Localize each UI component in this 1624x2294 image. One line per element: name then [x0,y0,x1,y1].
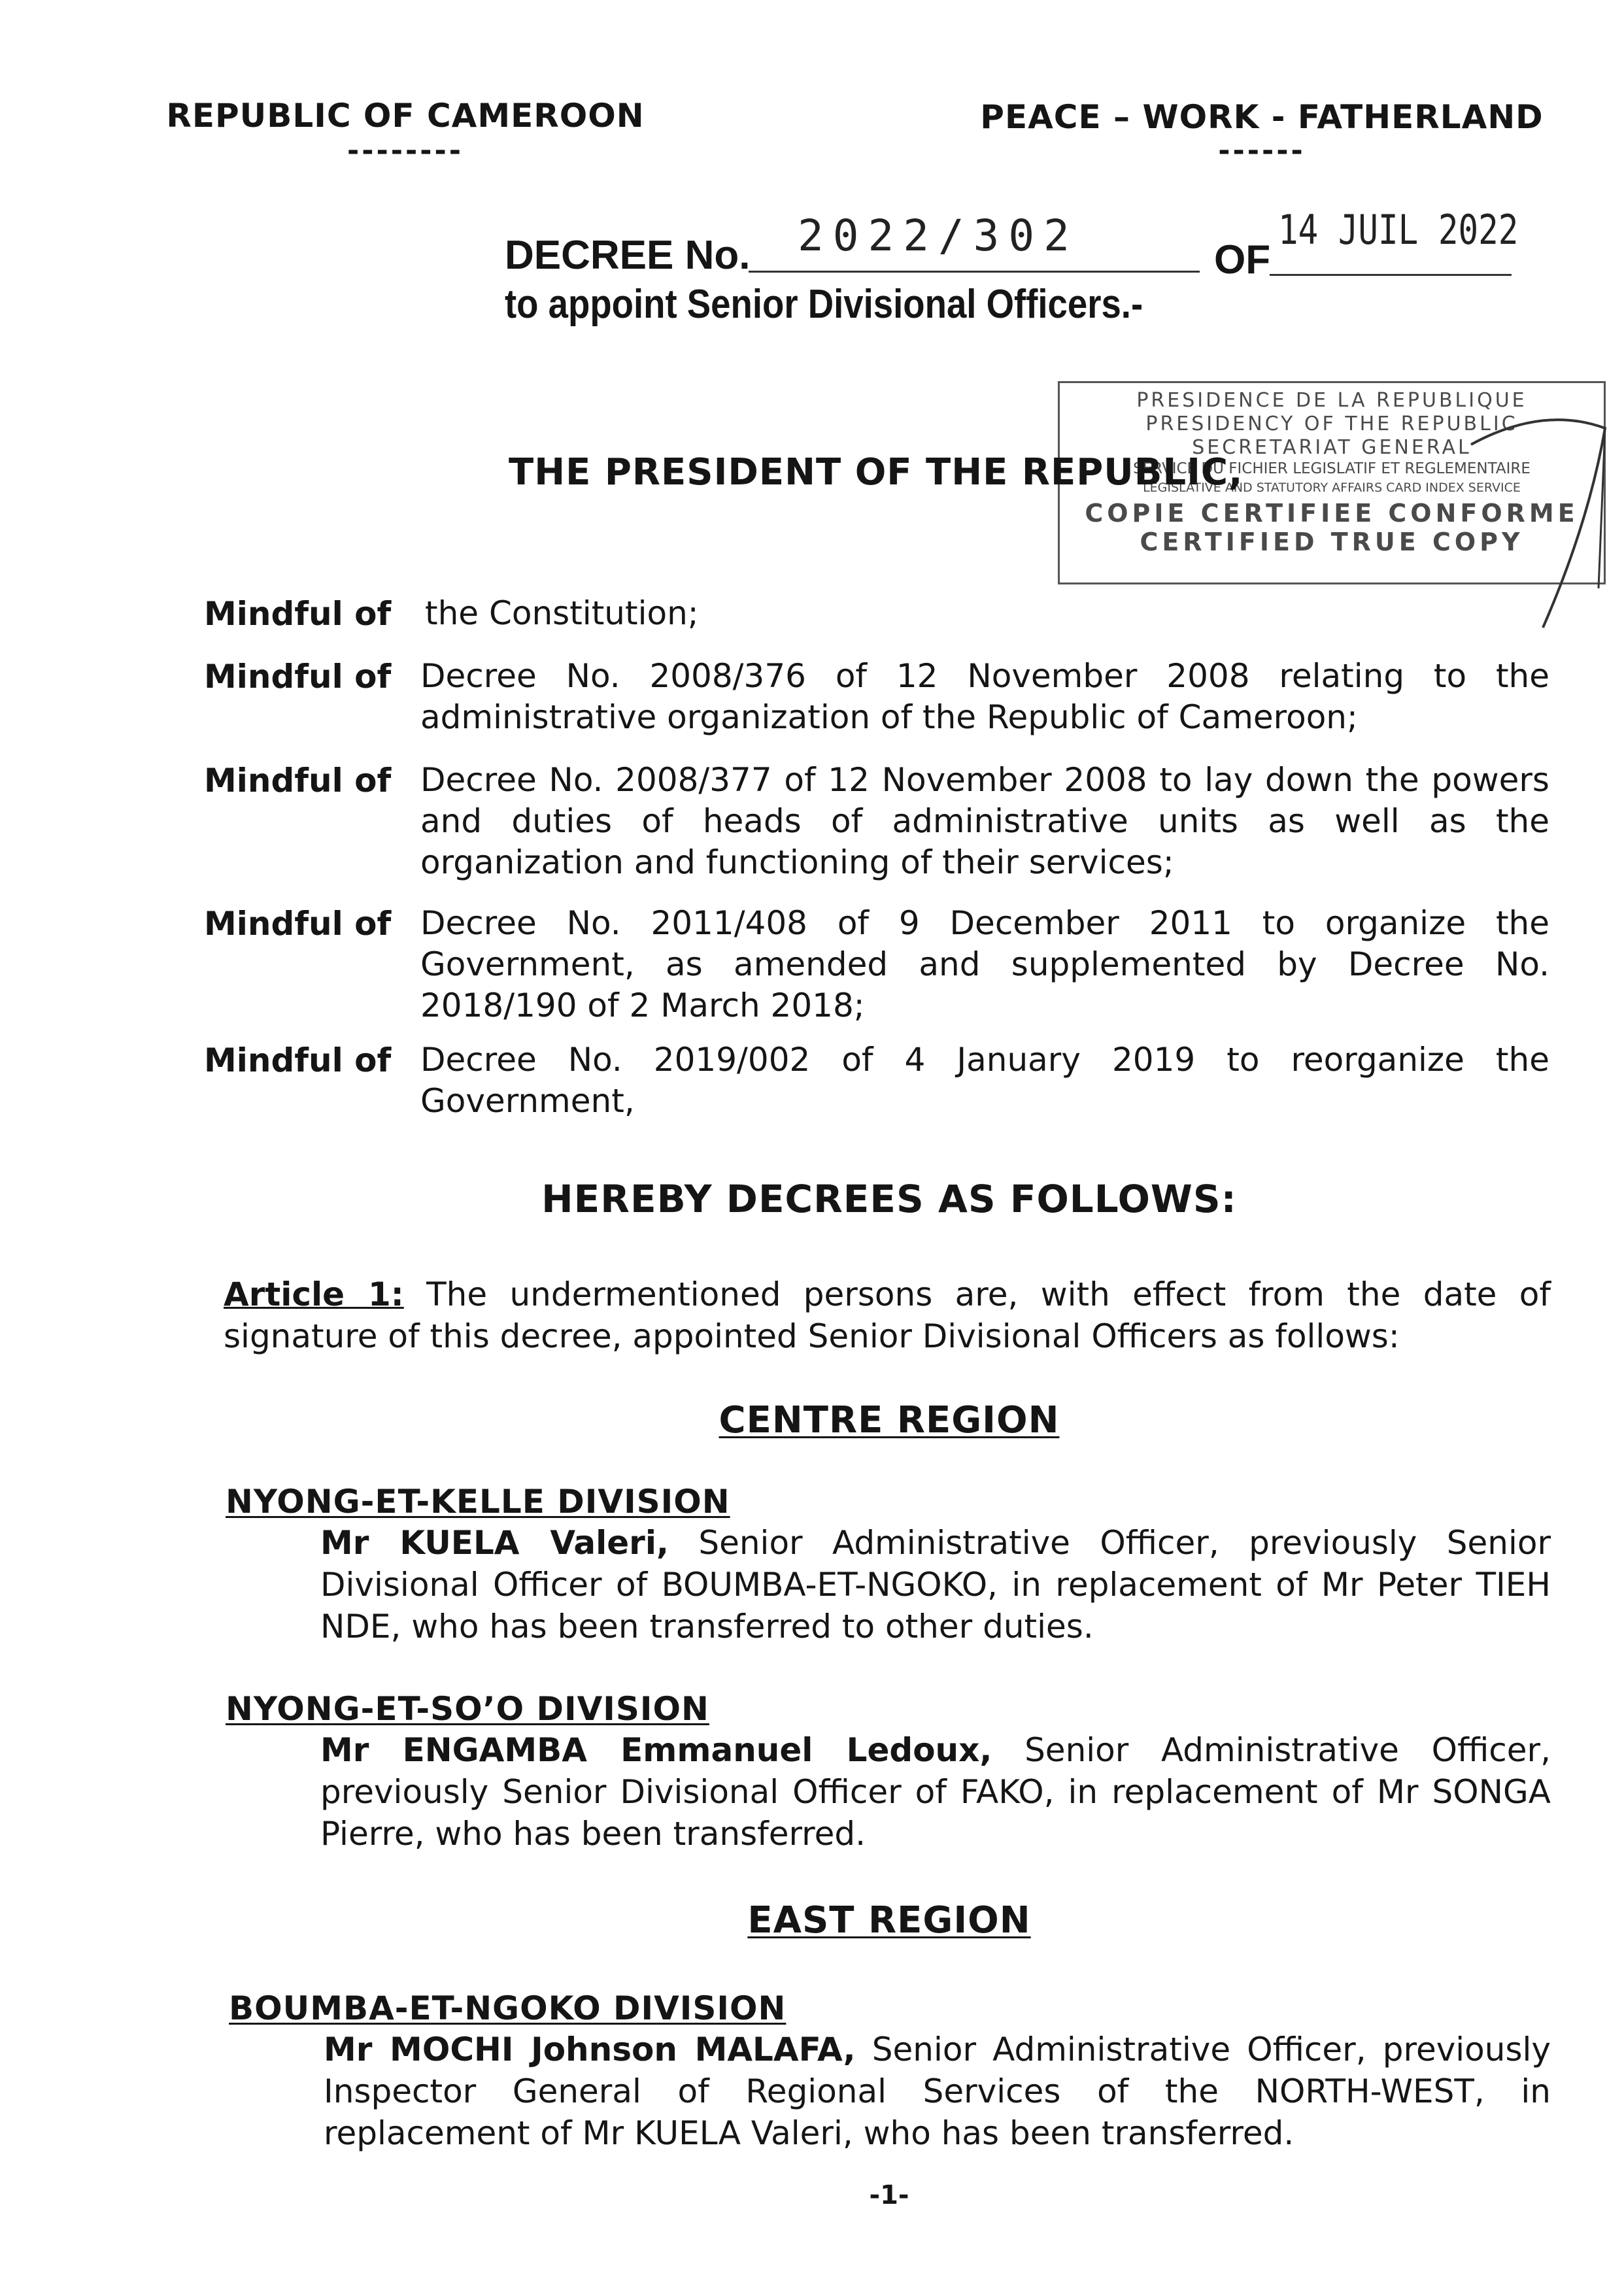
decree-of-label: OF [1214,237,1271,282]
division-heading: BOUMBA-ET-NGOKO DIVISION [229,1989,787,2027]
appointment-entry [320,1729,1551,1855]
decree-date: 14 JUIL 2022 [1278,206,1519,254]
decree-subtitle: to appoint Senior Divisional Officers.- [505,282,1143,327]
stamp-line: LEGISLATIVE AND STATUTORY AFFAIRS CARD INDEX SERVICE [1143,481,1521,495]
mindful-label: Mindful of [204,905,392,943]
article-1-label: Article 1: [224,1275,404,1313]
country-title-rule: -------- [347,134,464,167]
motto: PEACE – WORK - FATHERLAND [980,98,1544,136]
appointee-name: Mr MOCHI Johnson MALAFA, [324,2031,856,2068]
appointment-details: Senior Administrative Officer, previously Inspector General of Regional Services of the NORTH-WEST, in replacement of Mr KUELA Valeri, who has been transferred. [324,2031,1551,2152]
region-heading: CENTRE REGION [719,1399,1060,1442]
mindful-text: Decree No. 2011/408 of 9 December 2011 to organize the Government, as amended and supplemented by Decree No. 2018/190 of 2 March 2018; [420,904,1549,1024]
mindful-label: Mindful of [204,595,392,633]
stamp-line: PRESIDENCE DE LA REPUBLIQUE [1136,389,1527,412]
appointment-entry [320,1522,1551,1647]
appointment-entry [324,2029,1551,2154]
mindful-label: Mindful of [204,658,392,696]
president-heading: THE PRESIDENT OF THE REPUBLIC, [509,451,1243,494]
appointment-details: Senior Administrative Officer, previously Senior Divisional Officer of BOUMBA-ET-NGOKO, in replacement of Mr Peter TIEH NDE, who has been transferred to other duties. [320,1524,1551,1645]
stamp-line: CERTIFIED TRUE COPY [1140,528,1524,556]
mindful-label: Mindful of [204,762,392,800]
motto-rule: ------ [1218,134,1306,167]
decree-number: 2022/302 [798,211,1079,261]
mindful-text: Decree No. 2008/377 of 12 November 2008 to lay down the powers and duties of heads of administrative units as well as the organization and functioning of their services; [420,761,1549,881]
appointment-details: Senior Administrative Officer, previously Senior Divisional Officer of FAKO, in replacement of Mr SONGA Pierre, who has been transferred. [320,1731,1551,1853]
article-1-text: The undermentioned persons are, with effect from the date of signature of this decree, appointed Senior Divisional Officers as follows: [224,1275,1551,1355]
article-1 [224,1274,1551,1357]
division-heading: NYONG-ET-KELLE DIVISION [226,1483,730,1521]
appointee-name: Mr ENGAMBA Emmanuel Ledoux, [320,1731,992,1769]
stamp-line: PRESIDENCY OF THE REPUBLIC [1145,413,1518,435]
region-heading: EAST REGION [747,1899,1031,1942]
mindful-label: Mindful of [204,1041,392,1079]
mindful-text: the Constitution; [425,594,699,632]
decree-label: DECREE No. [505,233,751,278]
stamp-line: COPIE CERTIFIEE CONFORME [1085,499,1579,528]
page-number: -1- [869,2180,909,2210]
mindful-text: Decree No. 2008/376 of 12 November 2008 relating to the administrative organization of the Republic of Cameroon; [420,657,1549,736]
mindful-text: Decree No. 2019/002 of 4 January 2019 to reorganize the Government, [420,1041,1549,1120]
decree-number-line [749,271,1200,273]
appointee-name: Mr KUELA Valeri, [320,1524,669,1562]
stamp-line: SECRETARIAT GENERAL [1192,436,1472,459]
decree-date-line [1270,274,1512,276]
decrees-heading: HEREBY DECREES AS FOLLOWS: [541,1177,1237,1221]
country-title: REPUBLIC OF CAMEROON [166,97,645,135]
division-heading: NYONG-ET-SO’O DIVISION [226,1690,709,1728]
stamp-line: SERVICE DU FICHIER LEGISLATIF ET REGLEMENTAIRE [1133,460,1531,477]
